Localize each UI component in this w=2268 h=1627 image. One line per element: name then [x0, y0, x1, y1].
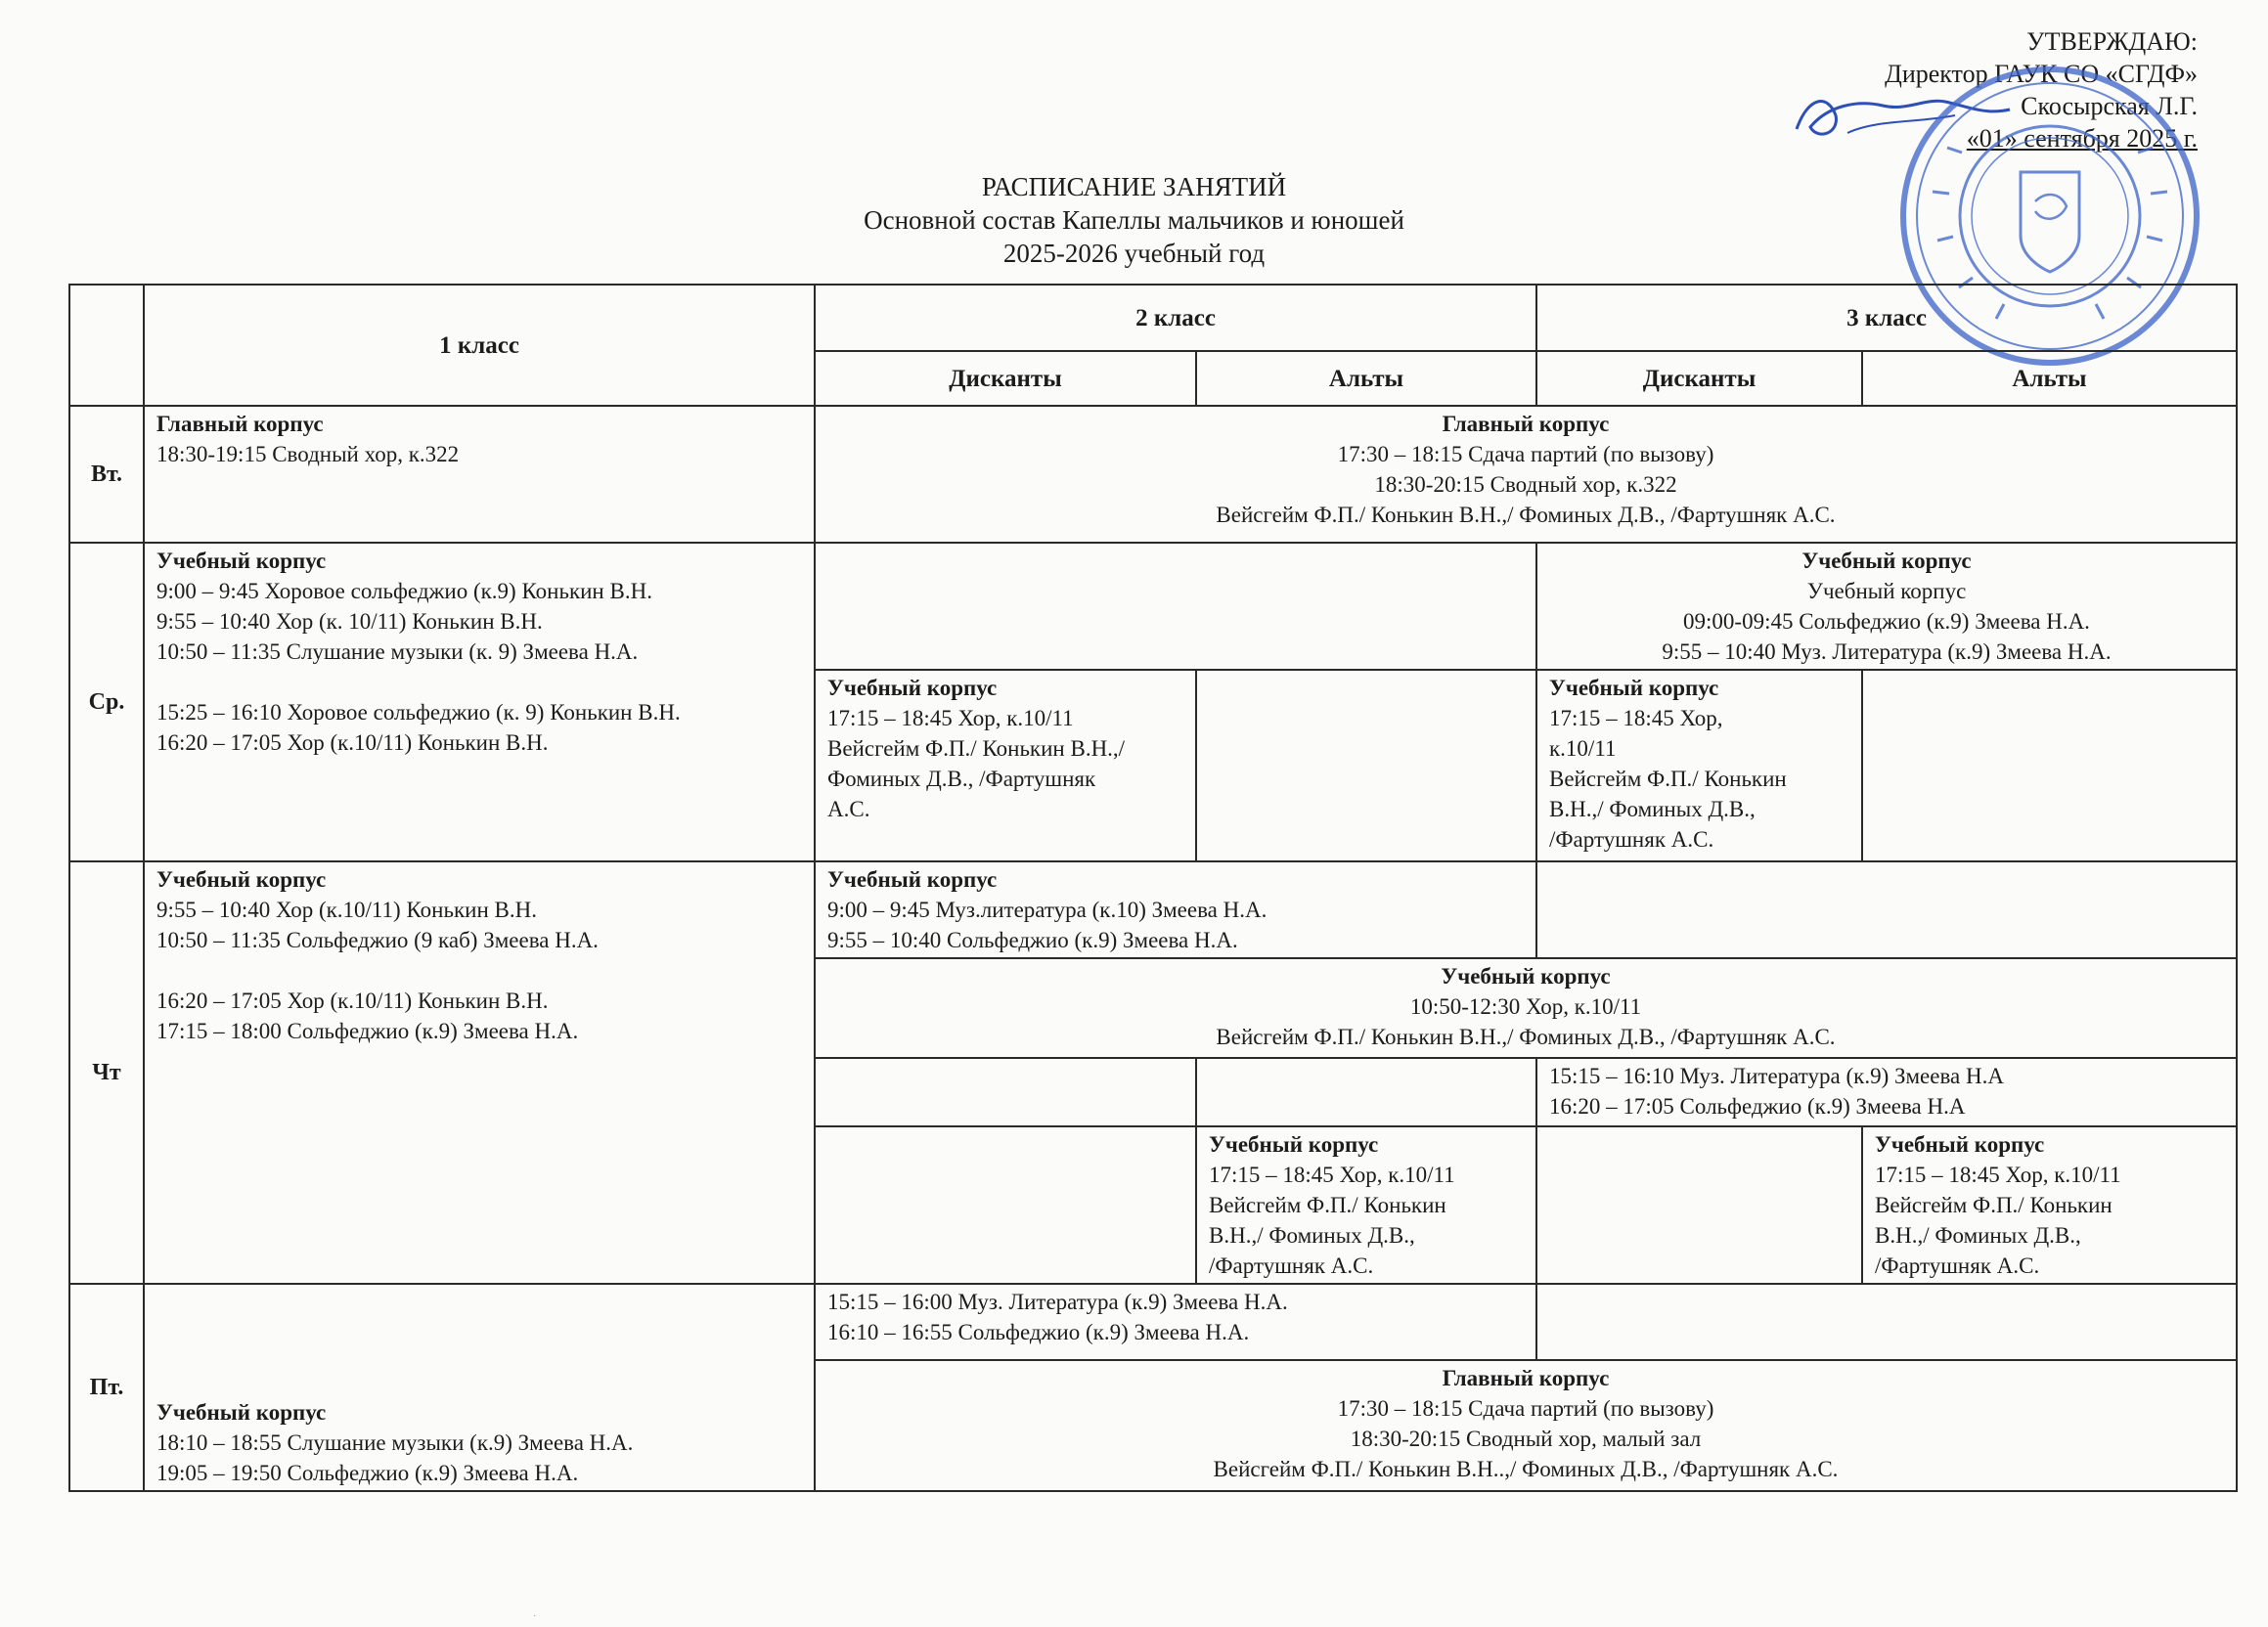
document-title: РАСПИСАНИЕ ЗАНЯТИЙ	[981, 172, 1287, 201]
wed-class1-line4: 15:25 – 16:10 Хоровое сольфеджио (к. 9) Конькин В.Н.	[156, 700, 681, 725]
thu-class2-place: Учебный корпус	[827, 867, 998, 892]
thu-class23-cell	[815, 958, 2237, 1058]
tue-class23-line2: 18:30-20:15 Сводный хор, к.322	[1374, 472, 1677, 497]
wed-class2-diskanty-cell	[815, 670, 1196, 861]
thu-class23-line2: Вейсгейм Ф.П./ Конькин В.Н.,/ Фоминых Д.В., /Фартушняк А.С.	[1216, 1025, 1836, 1049]
thu-class1-line1: 9:55 – 10:40 Хор (к.10/11) Конькин В.Н.	[156, 898, 537, 922]
document-header	[0, 170, 2268, 270]
wed-class3-morning-line2: 9:55 – 10:40 Муз. Литература (к.9) Змеева Н.А.	[1662, 639, 2112, 664]
tue-class23-line3: Вейсгейм Ф.П./ Конькин В.Н.,/ Фоминых Д.В., /Фартушняк А.С.	[1216, 503, 1836, 527]
tue-class1-cell	[144, 406, 815, 543]
thu-class3-line2: 16:20 – 17:05 Сольфеджио (к.9) Змеева Н.А	[1549, 1094, 1966, 1119]
thu-class2-alty-line4: /Фартушняк А.С.	[1209, 1253, 1374, 1278]
wed-class1-line2: 9:55 – 10:40 Хор (к. 10/11) Конькин В.Н.	[156, 609, 543, 634]
fri-class1-line2: 19:05 – 19:50 Сольфеджио (к.9) Змеева Н.А.	[156, 1461, 579, 1485]
thu-class3-morning-empty	[1536, 861, 2237, 958]
tue-class1-line1: 18:30-19:15 Сводный хор, к.322	[156, 442, 460, 466]
day-tuesday: Вт.	[69, 406, 144, 543]
wed-class3-diskanty-line2: к.10/11	[1549, 736, 1617, 761]
day-wednesday: Ср.	[69, 543, 144, 861]
fri-class1-cell	[144, 1284, 815, 1491]
thu-class2-alty-line1: 17:15 – 18:45 Хор, к.10/11	[1209, 1163, 1455, 1187]
col-header-class3: 3 класс	[1536, 285, 2237, 351]
tue-class23-line1: 17:30 – 18:15 Сдача партий (по вызову)	[1337, 442, 1714, 466]
wed-class2-alty-empty	[1196, 670, 1536, 861]
row-tuesday	[69, 406, 2237, 543]
wed-class3-alty-empty	[1862, 670, 2237, 861]
wed-class3-morning-line1: 09:00-09:45 Сольфеджио (к.9) Змеева Н.А.	[1683, 609, 2090, 634]
day-thursday: Чт	[69, 861, 144, 1284]
row-friday-1	[69, 1284, 2237, 1360]
wed-class3-morning-place: Учебный корпус	[1801, 549, 1972, 573]
academic-year: 2025-2026 учебный год	[1002, 239, 1266, 268]
approval-name: Скосырская Л.Г.	[2021, 92, 2198, 120]
thu-class2-morning-cell	[815, 861, 1536, 958]
page-footer-mark: ·	[533, 1611, 537, 1622]
thu-class3-alty-place: Учебный корпус	[1875, 1132, 2045, 1157]
thu-class3-line1: 15:15 – 16:10 Муз. Литература (к.9) Змеева Н.А	[1549, 1064, 2004, 1088]
tue-class23-cell	[815, 406, 2237, 543]
thu-class3-alty-line3: В.Н.,/ Фоминых Д.В.,	[1875, 1223, 2081, 1248]
wed-class1-line5: 16:20 – 17:05 Хор (к.10/11) Конькин В.Н.	[156, 730, 549, 755]
wed-class1-line3: 10:50 – 11:35 Слушание музыки (к. 9) Змеева Н.А.	[156, 639, 639, 664]
col-header-class3-alty: Альты	[1862, 351, 2237, 406]
thu-class23-place: Учебный корпус	[1441, 964, 1611, 989]
day-friday: Пт.	[69, 1284, 144, 1491]
fri-class2-line2: 16:10 – 16:55 Сольфеджио (к.9) Змеева Н.А.	[827, 1320, 1250, 1344]
thu-class2-alty-line3: В.Н.,/ Фоминых Д.В.,	[1209, 1223, 1415, 1248]
thu-class23-line1: 10:50-12:30 Хор, к.10/11	[1409, 994, 1642, 1019]
spacer	[156, 955, 802, 986]
tue-class1-place: Главный корпус	[156, 412, 324, 436]
col-header-class1: 1 класс	[144, 285, 815, 406]
thu-class2-diskanty-empty-2	[815, 1126, 1196, 1284]
schedule-table	[68, 284, 2238, 1492]
thu-class2-diskanty-empty	[815, 1058, 1196, 1126]
fri-class3-empty	[1536, 1284, 2237, 1360]
wed-class3-diskanty-cell	[1536, 670, 1862, 861]
thu-class2-line2: 9:55 – 10:40 Сольфеджио (к.9) Змеева Н.А.	[827, 928, 1238, 952]
approval-position: Директор ГАУК СО «СГДФ»	[1885, 60, 2198, 88]
thu-class3-alty-line1: 17:15 – 18:45 Хор, к.10/11	[1875, 1163, 2121, 1187]
header-row-1	[69, 285, 2237, 351]
wed-class2-diskanty-line3: Фоминых Д.В., /Фартушняк	[827, 767, 1096, 791]
thu-class2-line1: 9:00 – 9:45 Муз.литература (к.10) Змеева Н.А.	[827, 898, 1267, 922]
fri-class1-line1: 18:10 – 18:55 Слушание музыки (к.9) Змеева Н.А.	[156, 1430, 634, 1455]
wed-class2-morning-empty	[815, 543, 1536, 670]
col-header-class2-alty: Альты	[1196, 351, 1536, 406]
tue-class23-place: Главный корпус	[1442, 412, 1610, 436]
thu-class1-line3: 16:20 – 17:05 Хор (к.10/11) Конькин В.Н.	[156, 989, 549, 1013]
wed-class2-diskanty-line4: А.С.	[827, 797, 870, 821]
thu-class2-alty-line2: Вейсгейм Ф.П./ Конькин	[1209, 1193, 1446, 1217]
col-header-class2-diskanty: Дисканты	[815, 351, 1196, 406]
document-subtitle: Основной состав Капеллы мальчиков и юношей	[864, 205, 1404, 235]
wed-class1-cell	[144, 543, 815, 861]
fri-class2-cell	[815, 1284, 1536, 1360]
fri-class23-line3: Вейсгейм Ф.П./ Конькин В.Н..,/ Фоминых Д.В., /Фартушняк А.С.	[1213, 1457, 1839, 1481]
thu-class2-alty-place: Учебный корпус	[1209, 1132, 1379, 1157]
fri-class2-line1: 15:15 – 16:00 Муз. Литература (к.9) Змеева Н.А.	[827, 1290, 1288, 1314]
col-header-class3-diskanty: Дисканты	[1536, 351, 1862, 406]
wed-class1-place: Учебный корпус	[156, 549, 327, 573]
wed-class3-diskanty-line4: В.Н.,/ Фоминых Д.В.,	[1549, 797, 1756, 821]
thu-class3-alty-line2: Вейсгейм Ф.П./ Конькин	[1875, 1193, 2112, 1217]
thu-class3-alty-line4: /Фартушняк А.С.	[1875, 1253, 2040, 1278]
thu-class3-alty-cell	[1862, 1126, 2237, 1284]
row-thursday-1	[69, 861, 2237, 958]
corner-cell	[69, 285, 144, 406]
spacer	[156, 667, 802, 697]
wed-class3-diskanty-line5: /Фартушняк А.С.	[1549, 827, 1714, 852]
thu-class2-alty-empty	[1196, 1058, 1536, 1126]
fri-class23-line1: 17:30 – 18:15 Сдача партий (по вызову)	[1337, 1396, 1714, 1421]
thu-class1-cell	[144, 861, 815, 1284]
thu-class1-place: Учебный корпус	[156, 867, 327, 892]
thu-class3-diskanty-empty	[1536, 1126, 1862, 1284]
fri-class1-place: Учебный корпус	[156, 1400, 327, 1425]
wed-class3-morning-line0: Учебный корпус	[1806, 579, 1967, 603]
wed-class3-morning-cell	[1536, 543, 2237, 670]
wed-class3-diskanty-line3: Вейсгейм Ф.П./ Конькин	[1549, 767, 1787, 791]
fri-class23-line2: 18:30-20:15 Сводный хор, малый зал	[1350, 1427, 1702, 1451]
thu-class2-alty-cell	[1196, 1126, 1536, 1284]
row-wednesday-1	[69, 543, 2237, 670]
fri-class23-cell	[815, 1360, 2237, 1491]
col-header-class2: 2 класс	[815, 285, 1536, 351]
fri-class23-place: Главный корпус	[1442, 1366, 1610, 1390]
thu-class1-line2: 10:50 – 11:35 Сольфеджио (9 каб) Змеева Н.А.	[156, 928, 599, 952]
wed-class2-diskanty-place: Учебный корпус	[827, 676, 998, 700]
thu-class1-line4: 17:15 – 18:00 Сольфеджио (к.9) Змеева Н.А.	[156, 1019, 579, 1043]
thu-class3-afternoon-cell	[1536, 1058, 2237, 1126]
wed-class2-diskanty-line1: 17:15 – 18:45 Хор, к.10/11	[827, 706, 1074, 730]
wed-class2-diskanty-line2: Вейсгейм Ф.П./ Конькин В.Н.,/	[827, 736, 1126, 761]
approval-date: «01» сентября 2025 г.	[1966, 124, 2198, 153]
wed-class3-diskanty-place: Учебный корпус	[1549, 676, 1719, 700]
wed-class3-diskanty-line1: 17:15 – 18:45 Хор,	[1549, 706, 1723, 730]
approval-title: УТВЕРЖДАЮ:	[2026, 27, 2198, 56]
wed-class1-line1: 9:00 – 9:45 Хоровое сольфеджио (к.9) Конькин В.Н.	[156, 579, 652, 603]
